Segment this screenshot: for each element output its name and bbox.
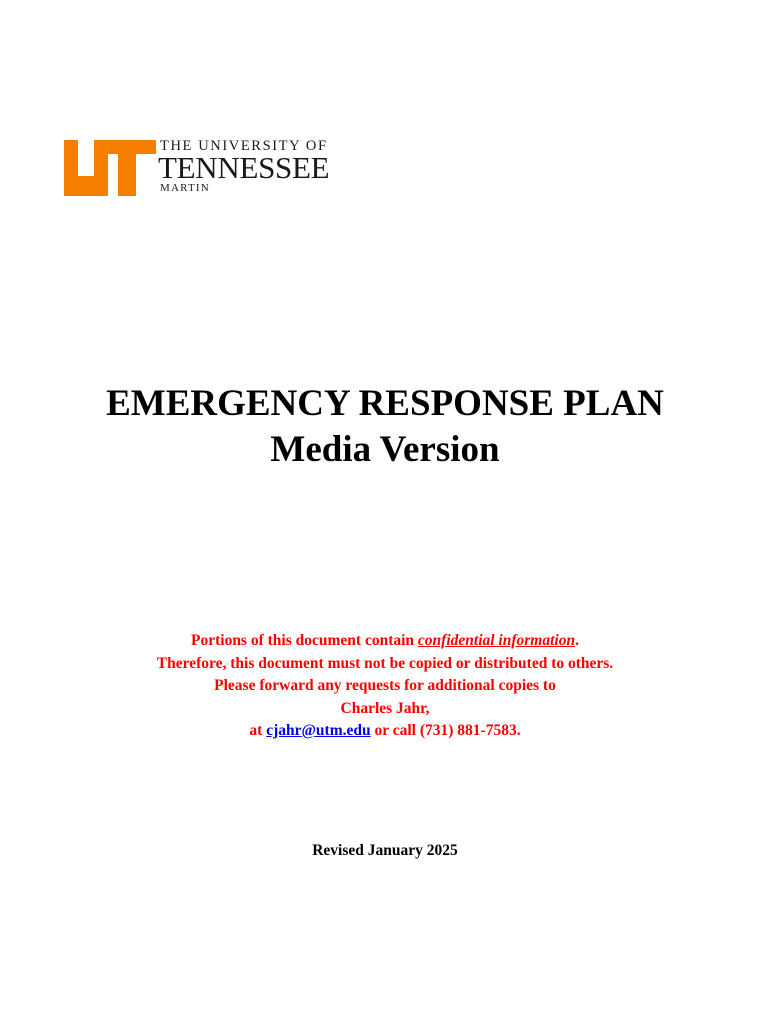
- logo-line-martin: MARTIN: [160, 182, 210, 194]
- ut-monogram-icon: [64, 140, 156, 196]
- notice-line-4: Charles Jahr,: [340, 699, 430, 717]
- university-logo: [64, 138, 334, 196]
- notice-line-5-prefix: at: [249, 722, 267, 739]
- notice-line-2: Therefore, this document must not be copied or distributed to others.: [156, 654, 614, 672]
- notice-line-3: Please forward any requests for additional copies to: [214, 677, 556, 694]
- email-link[interactable]: cjahr@utm.edu: [266, 722, 371, 739]
- logo-line-tennessee: TENNESSEE: [158, 150, 330, 185]
- notice-line-1-prefix: Portions of this document contain: [191, 632, 418, 649]
- notice-line-1: [0, 630, 770, 653]
- notice-line-5: [0, 720, 770, 743]
- revision-date: Revised January 2025: [312, 842, 458, 859]
- document-title: EMERGENCY RESPONSE PLAN: [106, 383, 664, 424]
- confidential-information-emphasis: confidential information: [417, 632, 576, 649]
- notice-line-1-suffix: .: [575, 632, 579, 649]
- notice-line-5-suffix: or call (731) 881-7583.: [370, 722, 521, 739]
- confidentiality-notice: [0, 630, 770, 743]
- document-subtitle: Media Version: [270, 429, 500, 470]
- logo-line-university-of: THE UNIVERSITY OF: [160, 138, 328, 154]
